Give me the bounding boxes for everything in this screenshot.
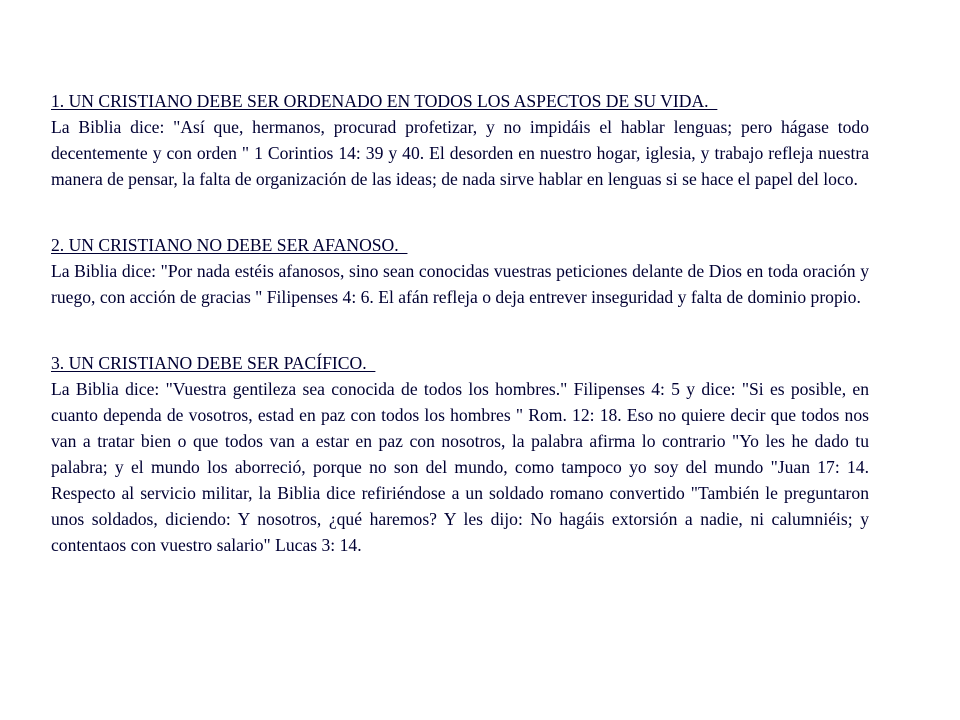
section-afanoso: [51, 232, 869, 310]
section-body: La Biblia dice: "Así que, hermanos, procurad profetizar, y no impidáis el hablar lenguas; pero hágase todo decentemente y con orden " 1 Corintios 14: 39 y 40. El desorden en nuestro hogar, iglesia, y trabajo refleja nuestra manera de pensar, la falta de organización de las ideas; de nada sirve hablar en lenguas si se hace el papel del loco.: [51, 117, 869, 189]
section-ordenado: [51, 88, 869, 192]
section-heading: 1. UN CRISTIANO DEBE SER ORDENADO EN TODOS LOS ASPECTOS DE SU VIDA.: [51, 91, 718, 111]
section-body: La Biblia dice: "Por nada estéis afanosos, sino sean conocidas vuestras peticiones delante de Dios en toda oración y ruego, con acción de gracias " Filipenses 4: 6. El afán refleja o deja entrever inseguridad y falta de dominio propio.: [51, 261, 869, 307]
section-heading: 3. UN CRISTIANO DEBE SER PACÍFICO.: [51, 353, 376, 373]
slide-content: [51, 88, 869, 558]
section-body: La Biblia dice: "Vuestra gentileza sea conocida de todos los hombres." Filipenses 4: 5 y dice: "Si es posible, en cuanto dependa de vosotros, estad en paz con todos los hombres " Rom. 12: 18. Eso no quiere decir que todos nos van a tratar bien o que todos van a estar en paz con nosotros, la palabra afirma lo contrario "Yo les he dado tu palabra; y el mundo los aborreció, porque no son del mundo, como tampoco yo soy del mundo "Juan 17: 14. Respecto al servicio militar, la Biblia dice refiriéndose a un soldado romano convertido "También le preguntaron unos soldados, diciendo: Y nosotros, ¿qué haremos? Y les dijo: No hagáis extorsión a nadie, ni calumniéis; y contentaos con vuestro salario" Lucas 3: 14.: [51, 379, 869, 555]
section-pacifico: [51, 350, 869, 558]
section-heading: 2. UN CRISTIANO NO DEBE SER AFANOSO.: [51, 235, 408, 255]
